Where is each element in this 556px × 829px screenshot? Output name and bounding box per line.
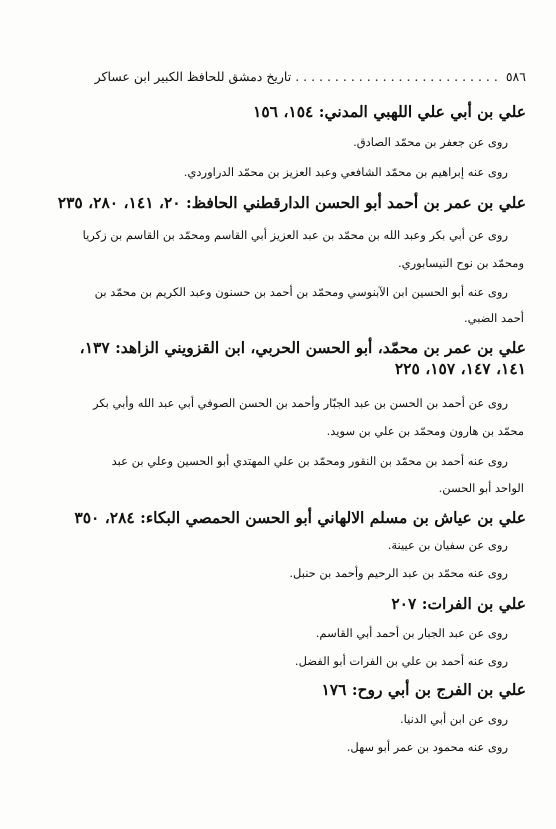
- narration-line: روى عنه محمود بن عمر أبو سهل.: [346, 740, 508, 754]
- entry-heading: علي بن عمر بن محمّد، أبو الحسن الحربي، ابن القزويني الزاهد: ١٣٧،: [79, 338, 526, 357]
- narration-line: روى عنه أحمد بن علي بن الفرات أبو الفضل.: [294, 654, 508, 668]
- narration-line: روى عن أحمد بن الحسن بن عبد الجبّار وأحمد بن الحسن الصوفي أبي عبد الله وأبي بكر: [92, 396, 508, 410]
- entry-heading: علي بن عمر بن أحمد أبو الحسن الدارقطني الحافظ: ٢٠، ١٤١، ٢٨٠، ٢٣٥: [57, 193, 526, 212]
- entry-heading-continued: ١٤١، ١٤٧، ١٥٧، ٢٢٥: [394, 359, 526, 378]
- narration-line: روى عنه أبو الحسين ابن الآبنوسي ومحمّد بن أحمد بن حسنون وعبد الكريم بن محمّد بن: [94, 285, 508, 299]
- narration-line: روى عن جعفر بن محمّد الصادق.: [353, 135, 508, 149]
- narration-line: ومحمّد بن نوح النيسابوري.: [397, 256, 524, 270]
- entry-heading: علي بن الفرج بن أبي روح: ١٧٦: [321, 680, 526, 699]
- entry-heading: علي بن الفرات: ٢٠٧: [391, 594, 526, 613]
- narration-line: أحمد الضبي.: [463, 311, 524, 325]
- narration-line: الواحد أبو الحسن.: [438, 481, 524, 495]
- narration-line: روى عنه أحمد بن محمّد بن النقور ومحمّد بن علي المهتدي أبو الحسين وعلي بن عبد: [111, 454, 508, 468]
- narration-line: روى عنه إبراهيم بن محمّد الشافعي وعبد العزيز بن محمّد الدراوردي.: [183, 165, 508, 179]
- narration-line: روى عنه محمّد بن عبد الرحيم وأحمد بن حنبل.: [289, 566, 508, 580]
- narration-line: روى عن أبي بكر وعبد الله بن محمّد بن عبد العزيز أبي القاسم ومحمّد بن القاسم بن زكريا: [82, 228, 508, 242]
- narration-line: روى عن ابن أبي الدنيا.: [399, 712, 508, 726]
- narration-line: روى عن سفيان بن عيينة.: [387, 538, 508, 552]
- page-number: ٥٨٦: [505, 69, 526, 84]
- entry-heading: علي بن أبي علي اللهبي المدني: ١٥٤، ١٥٦: [253, 102, 526, 121]
- entry-heading: علي بن عياش بن مسلم الالهاني أبو الحسن الحمصي البكاء: ٢٨٤، ٣٥٠: [74, 508, 526, 527]
- header-leader-dots: . . . . . . . . . . . . . . . . . . . . . . . . . .: [295, 69, 498, 84]
- narration-line: روى عن عبد الجبار بن أحمد أبي القاسم.: [315, 626, 508, 640]
- running-header: [30, 68, 526, 86]
- running-title: تاريخ دمشق للحافظ الكبير ابن عساكر: [94, 69, 292, 84]
- narration-line: محمّد بن هارون ومحمّد بن علي بن سويد.: [326, 424, 524, 438]
